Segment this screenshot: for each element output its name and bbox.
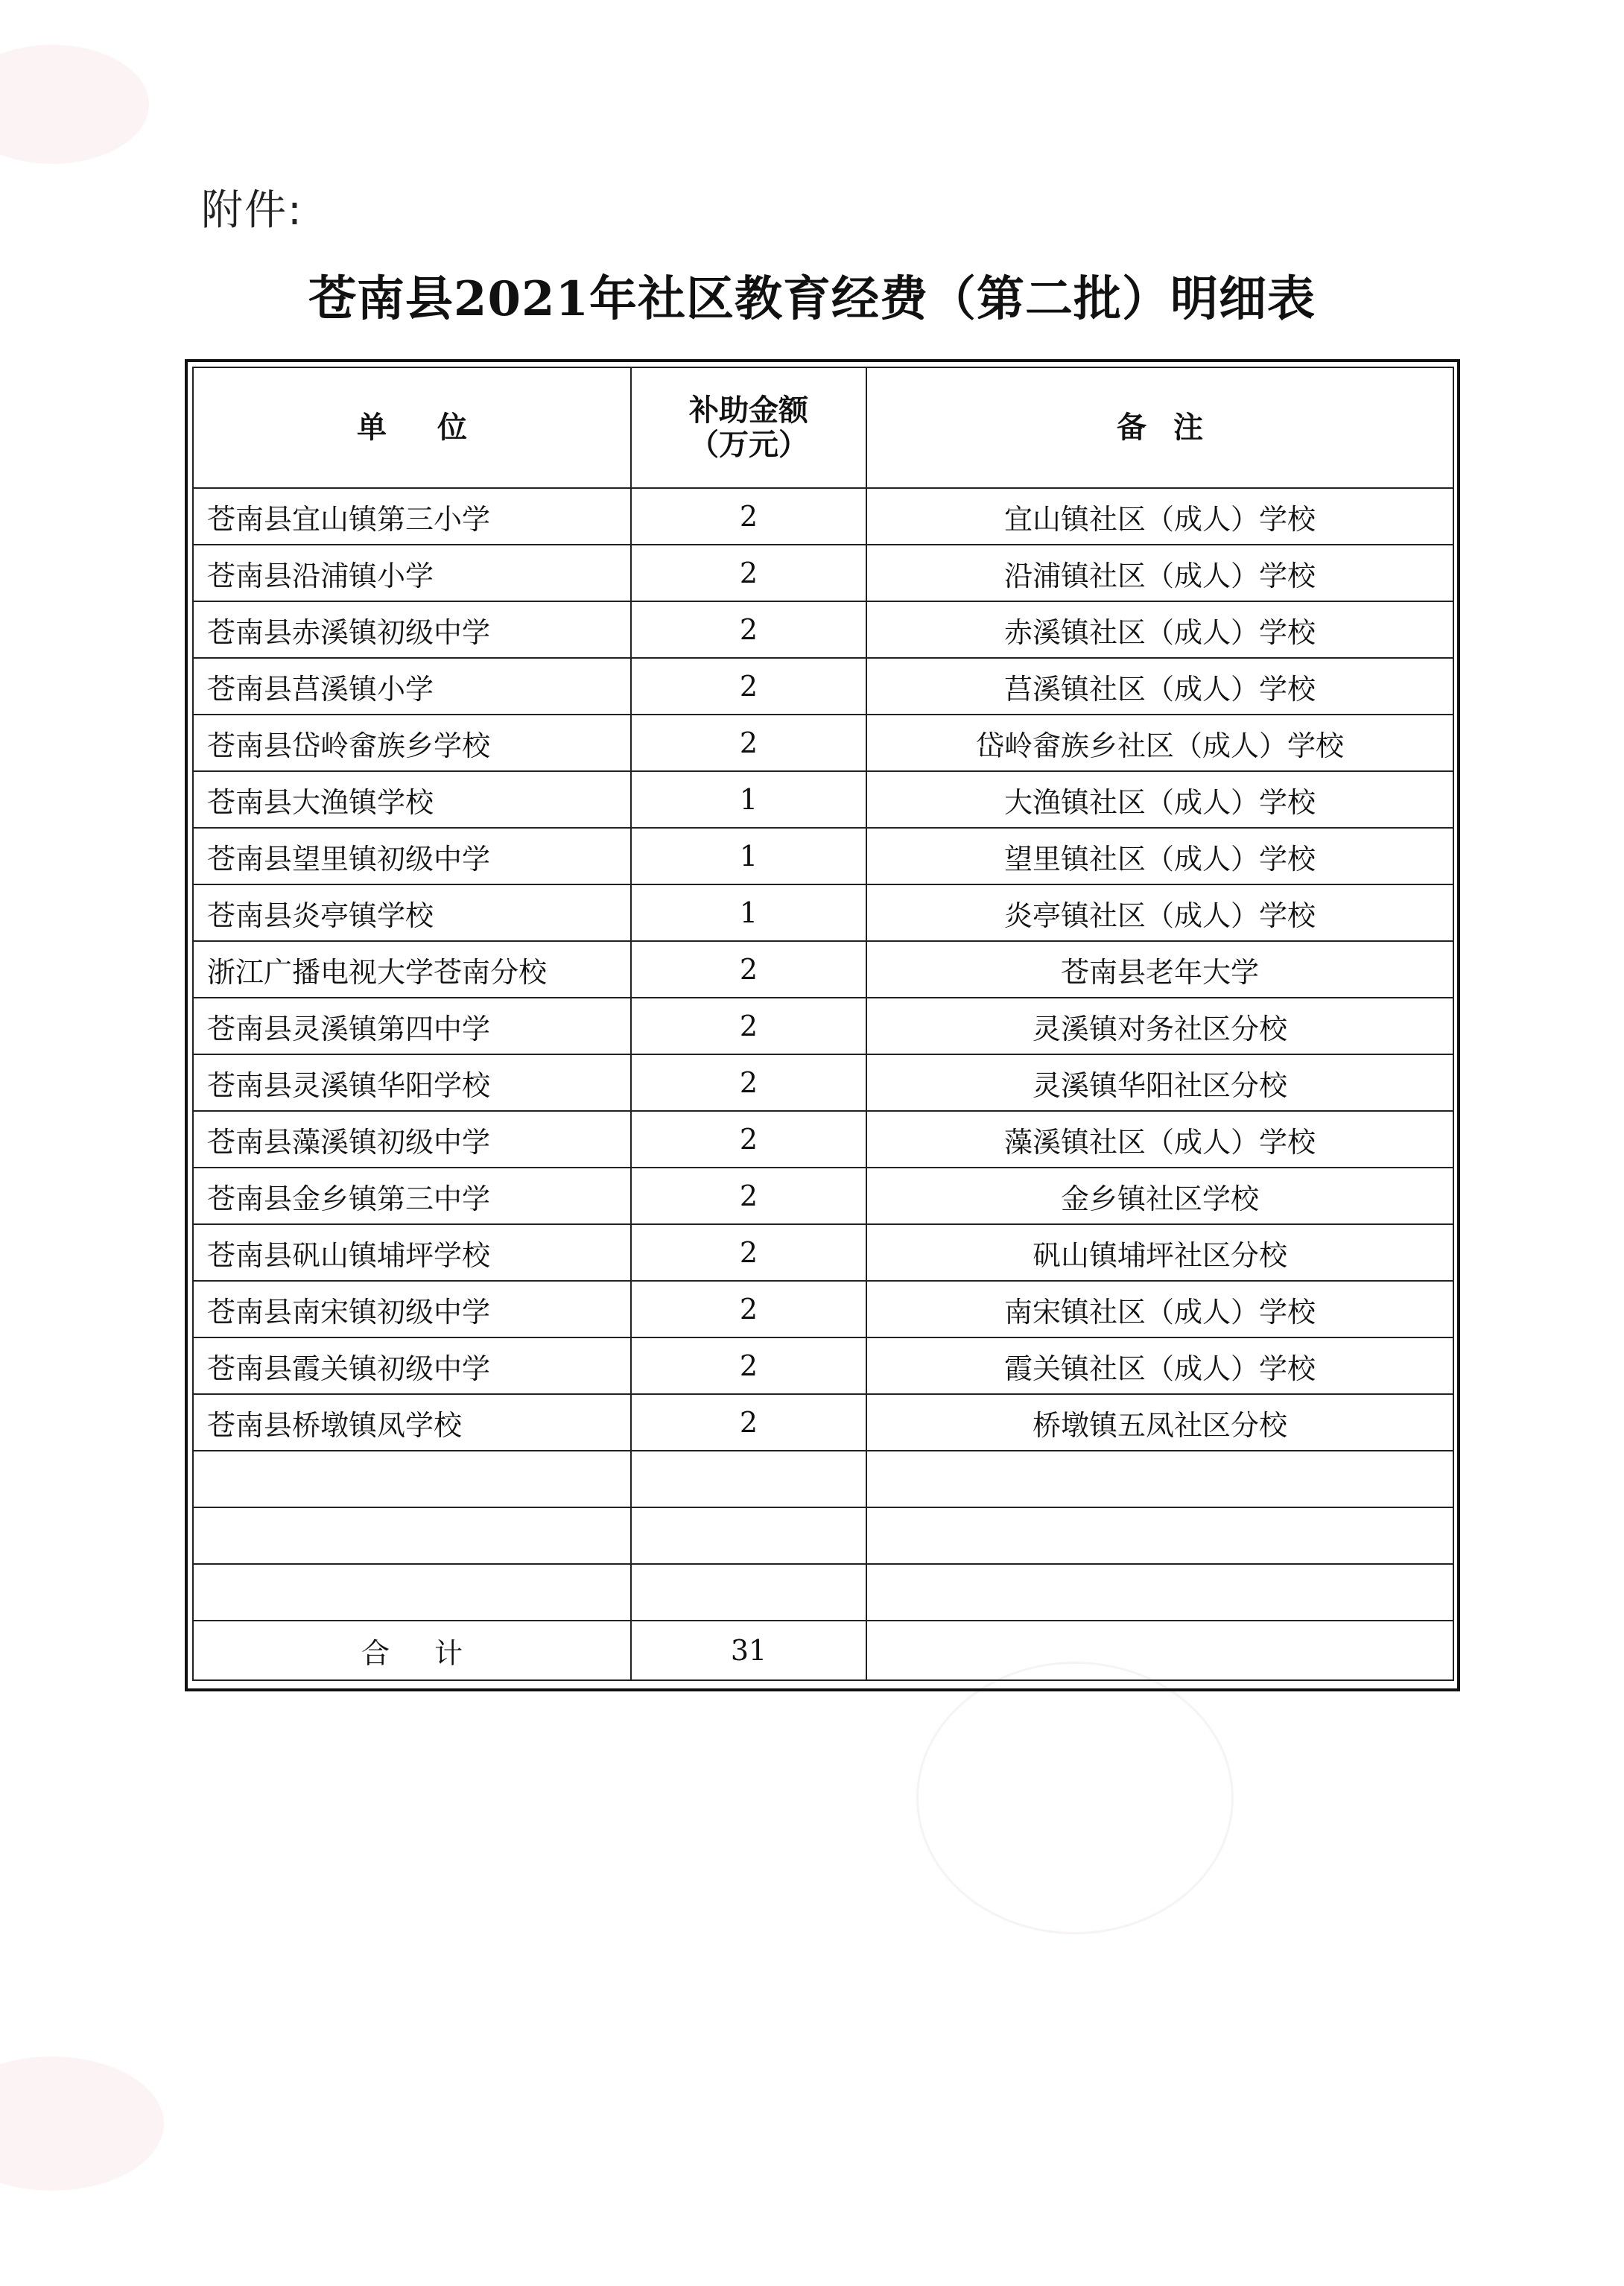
- cell-amount: 2: [631, 1337, 866, 1394]
- cell-note: 大渔镇社区（成人）学校: [866, 771, 1453, 828]
- cell-note: 赤溪镇社区（成人）学校: [866, 601, 1453, 658]
- cell-unit: 苍南县沿浦镇小学: [193, 545, 631, 601]
- cell-amount: [631, 1507, 866, 1564]
- header-note: 备注: [866, 367, 1453, 488]
- table-row: [193, 1224, 1453, 1281]
- table-row: [193, 828, 1453, 884]
- cell-unit: [193, 1451, 631, 1507]
- cell-amount: 2: [631, 658, 866, 715]
- header-amount-line2: （万元）: [689, 427, 808, 462]
- cell-amount: 2: [631, 488, 866, 545]
- table-row: [193, 998, 1453, 1054]
- total-label-cell: [193, 1621, 631, 1680]
- cell-unit: 苍南县莒溪镇小学: [193, 658, 631, 715]
- attachment-label: 附件:: [201, 186, 303, 235]
- paper-stain-top-left: [0, 45, 149, 164]
- table-row: [193, 1564, 1453, 1621]
- header-unit: 单位: [193, 367, 631, 488]
- header-amount-line1: 补助金额: [689, 393, 808, 428]
- cell-note: [866, 1507, 1453, 1564]
- cell-amount: 2: [631, 1281, 866, 1337]
- table-row: [193, 1111, 1453, 1168]
- table-row: [193, 1337, 1453, 1394]
- cell-amount: 2: [631, 1168, 866, 1224]
- document-title: 苍南县2021年社区教育经费（第二批）明细表: [308, 271, 1316, 327]
- total-label: 合计: [361, 1636, 507, 1670]
- table-row: [193, 601, 1453, 658]
- table-row: [193, 1394, 1453, 1451]
- cell-note: 霞关镇社区（成人）学校: [866, 1337, 1453, 1394]
- cell-amount: 1: [631, 884, 866, 941]
- table-row: [193, 658, 1453, 715]
- cell-unit: 苍南县灵溪镇第四中学: [193, 998, 631, 1054]
- cell-amount: 2: [631, 998, 866, 1054]
- cell-amount: 2: [631, 941, 866, 998]
- cell-note: 宜山镇社区（成人）学校: [866, 488, 1453, 545]
- cell-unit: 苍南县望里镇初级中学: [193, 828, 631, 884]
- cell-unit: 苍南县矾山镇埔坪学校: [193, 1224, 631, 1281]
- total-amount: 31: [631, 1621, 866, 1680]
- cell-amount: 2: [631, 1224, 866, 1281]
- cell-note: 岱岭畲族乡社区（成人）学校: [866, 715, 1453, 771]
- cell-unit: 浙江广播电视大学苍南分校: [193, 941, 631, 998]
- cell-amount: 2: [631, 1111, 866, 1168]
- detail-table: [192, 367, 1454, 1681]
- cell-amount: [631, 1564, 866, 1621]
- cell-unit: 苍南县南宋镇初级中学: [193, 1281, 631, 1337]
- cell-amount: 2: [631, 545, 866, 601]
- cell-note: [866, 1451, 1453, 1507]
- cell-amount: [631, 1451, 866, 1507]
- table-row: [193, 771, 1453, 828]
- cell-unit: 苍南县桥墩镇凤学校: [193, 1394, 631, 1451]
- cell-amount: 2: [631, 1394, 866, 1451]
- cell-amount: 2: [631, 715, 866, 771]
- table-row: [193, 941, 1453, 998]
- table-row: [193, 545, 1453, 601]
- table-row: [193, 715, 1453, 771]
- cell-amount: 1: [631, 828, 866, 884]
- cell-note: 金乡镇社区学校: [866, 1168, 1453, 1224]
- cell-unit: 苍南县岱岭畲族乡学校: [193, 715, 631, 771]
- cell-unit: 苍南县藻溪镇初级中学: [193, 1111, 631, 1168]
- cell-note: [866, 1564, 1453, 1621]
- table-row: [193, 1054, 1453, 1111]
- header-amount: [631, 367, 866, 488]
- cell-unit: 苍南县灵溪镇华阳学校: [193, 1054, 631, 1111]
- table-row: [193, 1168, 1453, 1224]
- cell-unit: [193, 1564, 631, 1621]
- cell-note: 矾山镇埔坪社区分校: [866, 1224, 1453, 1281]
- table-row: [193, 1451, 1453, 1507]
- cell-note: 灵溪镇华阳社区分校: [866, 1054, 1453, 1111]
- table-row: [193, 1507, 1453, 1564]
- cell-note: 南宋镇社区（成人）学校: [866, 1281, 1453, 1337]
- cell-note: 炎亭镇社区（成人）学校: [866, 884, 1453, 941]
- total-note: [866, 1621, 1453, 1680]
- cell-note: 莒溪镇社区（成人）学校: [866, 658, 1453, 715]
- faint-seal-impression: [916, 1662, 1234, 1934]
- cell-amount: 1: [631, 771, 866, 828]
- cell-note: 灵溪镇对务社区分校: [866, 998, 1453, 1054]
- cell-unit: [193, 1507, 631, 1564]
- cell-unit: 苍南县炎亭镇学校: [193, 884, 631, 941]
- detail-table-frame: [185, 359, 1460, 1691]
- cell-unit: 苍南县赤溪镇初级中学: [193, 601, 631, 658]
- cell-note: 望里镇社区（成人）学校: [866, 828, 1453, 884]
- cell-unit: 苍南县大渔镇学校: [193, 771, 631, 828]
- paper-stain-bottom-left: [0, 2057, 164, 2191]
- cell-unit: 苍南县金乡镇第三中学: [193, 1168, 631, 1224]
- cell-amount: 2: [631, 1054, 866, 1111]
- cell-note: 藻溪镇社区（成人）学校: [866, 1111, 1453, 1168]
- cell-unit: 苍南县霞关镇初级中学: [193, 1337, 631, 1394]
- table-row: [193, 1281, 1453, 1337]
- table-row: [193, 884, 1453, 941]
- cell-amount: 2: [631, 601, 866, 658]
- cell-unit: 苍南县宜山镇第三小学: [193, 488, 631, 545]
- table-row: [193, 488, 1453, 545]
- cell-note: 桥墩镇五凤社区分校: [866, 1394, 1453, 1451]
- table-total-row: [193, 1621, 1453, 1680]
- cell-note: 苍南县老年大学: [866, 941, 1453, 998]
- cell-note: 沿浦镇社区（成人）学校: [866, 545, 1453, 601]
- table-header-row: [193, 367, 1453, 488]
